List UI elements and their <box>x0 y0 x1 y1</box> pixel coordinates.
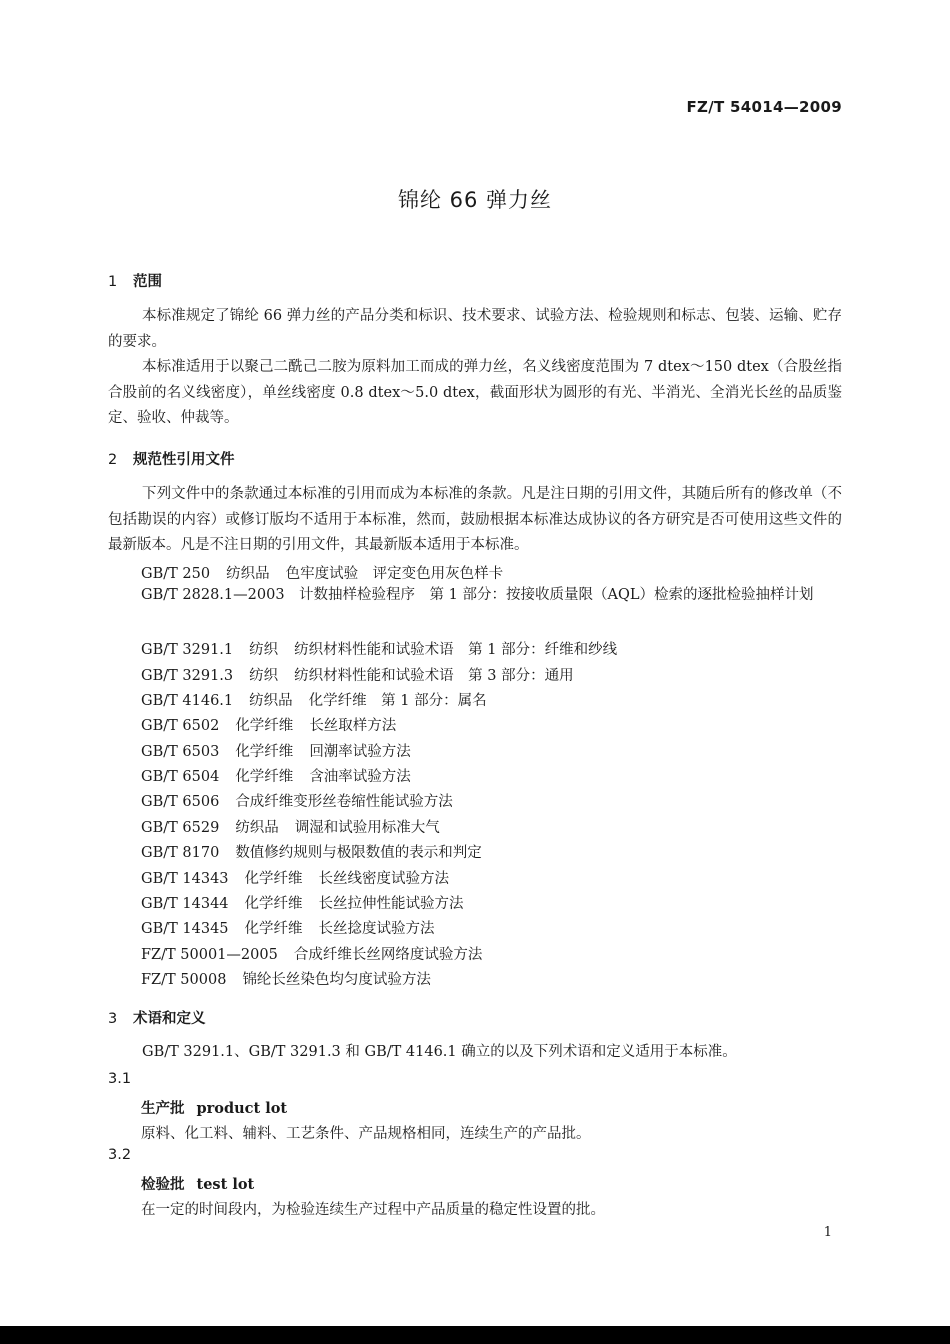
scope-paragraph-1: 本标准规定了锦纶 66 弹力丝的产品分类和标识、技术要求、试验方法、检验规则和标志、包装、运输、贮存的要求。 <box>108 308 842 350</box>
reference-item: GB/T 14345 化学纤维 长丝捻度试验方法 <box>141 921 435 937</box>
bottom-border <box>0 1326 950 1344</box>
standard-code: FZ/T 54014—2009 <box>686 98 842 116</box>
section-title: 规范性引用文件 <box>133 452 235 468</box>
section-title: 术语和定义 <box>133 1011 206 1027</box>
reference-item: FZ/T 50008 锦纶长丝染色均匀度试验方法 <box>141 972 431 988</box>
scope-paragraph-2: 本标准适用于以聚己二酰己二胺为原料加工而成的弹力丝，名义线密度范围为 7 dtex～150 dtex（合股丝指合股前的名义线密度），单丝线密度 0.8 dtex～5.0 dtex，截面形状为圆形的有光、半消光、全消光长丝的品质鉴定、验收、仲裁等。 <box>108 359 842 426</box>
reference-item: GB/T 3291.3 纺织 纺织材料性能和试验术语 第 3 部分：通用 <box>141 668 574 684</box>
reference-item: GB/T 6502 化学纤维 长丝取样方法 <box>141 718 397 734</box>
reference-item: GB/T 14344 化学纤维 长丝拉伸性能试验方法 <box>141 896 464 912</box>
document-title: 锦纶 66 弹力丝 <box>397 188 553 212</box>
section-heading-scope <box>108 270 162 291</box>
terms-intro: GB/T 3291.1、GB/T 3291.3 和 GB/T 4146.1 确立的以及下列术语和定义适用于本标准。 <box>142 1044 737 1060</box>
reference-item: GB/T 6529 纺织品 调湿和试验用标准大气 <box>141 820 440 836</box>
section-heading-normative <box>108 448 235 469</box>
section-title: 范围 <box>133 274 162 290</box>
reference-item: GB/T 14343 化学纤维 长丝线密度试验方法 <box>141 871 450 887</box>
reference-item: GB/T 8170 数值修约规则与极限数值的表示和判定 <box>141 845 482 861</box>
section-number: 2 <box>108 452 118 468</box>
term-heading: 检验批 test lot <box>141 1176 255 1193</box>
page-number: 1 <box>823 1225 832 1240</box>
term-definition: 在一定的时间段内，为检验连续生产过程中产品质量的稳定性设置的批。 <box>141 1202 605 1218</box>
reference-item: GB/T 6506 合成纤维变形丝卷缩性能试验方法 <box>141 794 453 810</box>
reference-item: GB/T 6503 化学纤维 回潮率试验方法 <box>141 744 411 760</box>
section-number: 3 <box>108 1011 118 1027</box>
subclause-number: 3.2 <box>108 1147 132 1163</box>
reference-item: GB/T 6504 化学纤维 含油率试验方法 <box>141 769 411 785</box>
subclause-number: 3.1 <box>108 1071 132 1087</box>
section-heading-terms <box>108 1007 206 1028</box>
reference-item-long: GB/T 2828.1—2003 计数抽样检验程序 第 1 部分：按接收质量限（AQL）检索的逐批检验抽样计划 <box>141 587 814 603</box>
normative-intro: 下列文件中的条款通过本标准的引用而成为本标准的条款。凡是注日期的引用文件，其随后所有的修改单（不包括勘误的内容）或修订版均不适用于本标准，然而，鼓励根据本标准达成协议的各方研究是否可使用这些文件的最新版本。凡是不注日期的引用文件，其最新版本适用于本标准。 <box>108 486 842 553</box>
section-number: 1 <box>108 274 118 290</box>
reference-item: GB/T 250 纺织品 色牢度试验 评定变色用灰色样卡 <box>141 566 504 582</box>
reference-item: GB/T 4146.1 纺织品 化学纤维 第 1 部分：属名 <box>141 693 487 709</box>
reference-item: GB/T 3291.1 纺织 纺织材料性能和试验术语 第 1 部分：纤维和纱线 <box>141 642 618 658</box>
reference-item: FZ/T 50001—2005 合成纤维长丝网络度试验方法 <box>141 947 483 963</box>
term-heading: 生产批 product lot <box>141 1100 288 1117</box>
term-definition: 原料、化工料、辅料、工艺条件、产品规格相同，连续生产的产品批。 <box>141 1126 591 1142</box>
